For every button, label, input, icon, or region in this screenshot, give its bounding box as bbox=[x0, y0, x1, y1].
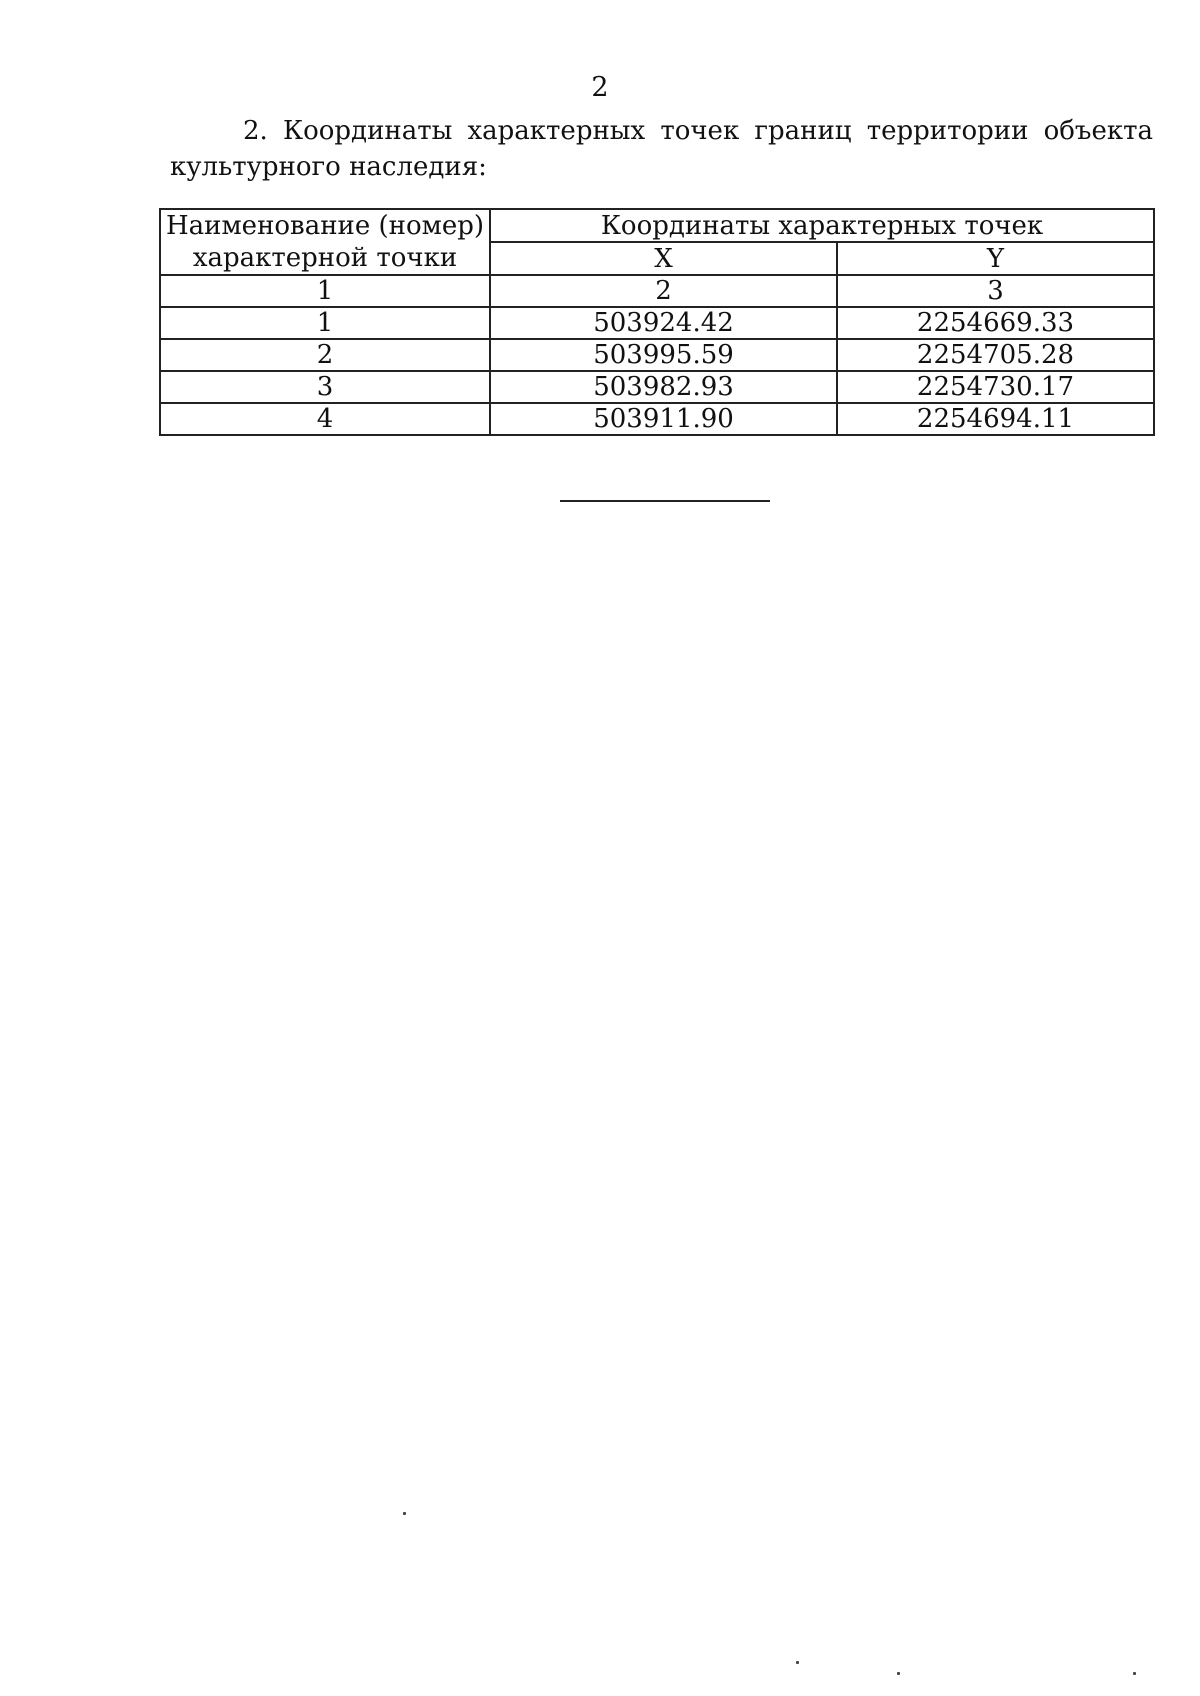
header-coordinates: Координаты характерных точек bbox=[490, 209, 1154, 242]
column-number: 1 bbox=[160, 275, 490, 307]
cell-y: 2254705.28 bbox=[837, 339, 1154, 371]
column-number: 2 bbox=[490, 275, 837, 307]
paragraph-word: территории bbox=[866, 116, 1029, 146]
table-header-row bbox=[160, 209, 1154, 242]
cell-point: 4 bbox=[160, 403, 490, 435]
cell-point: 1 bbox=[160, 307, 490, 339]
paragraph-word: точек bbox=[660, 116, 740, 146]
table-row bbox=[160, 307, 1154, 339]
cell-x: 503982.93 bbox=[490, 371, 837, 403]
cell-y: 2254694.11 bbox=[837, 403, 1154, 435]
scan-speck bbox=[897, 1672, 900, 1675]
paragraph-word: объекта bbox=[1043, 116, 1153, 146]
cell-y: 2254730.17 bbox=[837, 371, 1154, 403]
paragraph-coordinates-intro bbox=[170, 113, 1153, 185]
scan-speck bbox=[1133, 1672, 1136, 1675]
header-x: X bbox=[490, 242, 837, 275]
cell-x: 503911.90 bbox=[490, 403, 837, 435]
cell-point: 3 bbox=[160, 371, 490, 403]
table-column-numbers-row bbox=[160, 275, 1154, 307]
paragraph-word: Координаты bbox=[282, 116, 453, 146]
scan-speck bbox=[796, 1661, 799, 1664]
table-row bbox=[160, 371, 1154, 403]
cell-y: 2254669.33 bbox=[837, 307, 1154, 339]
closing-rule bbox=[560, 500, 770, 502]
header-y: Y bbox=[837, 242, 1154, 275]
paragraph-line-2: культурного наследия: bbox=[170, 152, 487, 182]
paragraph-word: характерных bbox=[467, 116, 646, 146]
cell-point: 2 bbox=[160, 339, 490, 371]
header-point-name: Наименование (номер) характерной точки bbox=[160, 209, 490, 275]
paragraph-word: 2. bbox=[243, 116, 268, 146]
scan-speck bbox=[403, 1512, 406, 1515]
page-number: 2 bbox=[591, 72, 609, 103]
table-row bbox=[160, 339, 1154, 371]
cell-x: 503924.42 bbox=[490, 307, 837, 339]
table-row bbox=[160, 403, 1154, 435]
column-number: 3 bbox=[837, 275, 1154, 307]
paragraph-word: границ bbox=[754, 116, 852, 146]
paragraph-line-1 bbox=[170, 113, 1153, 149]
coordinates-table bbox=[159, 208, 1155, 436]
cell-x: 503995.59 bbox=[490, 339, 837, 371]
